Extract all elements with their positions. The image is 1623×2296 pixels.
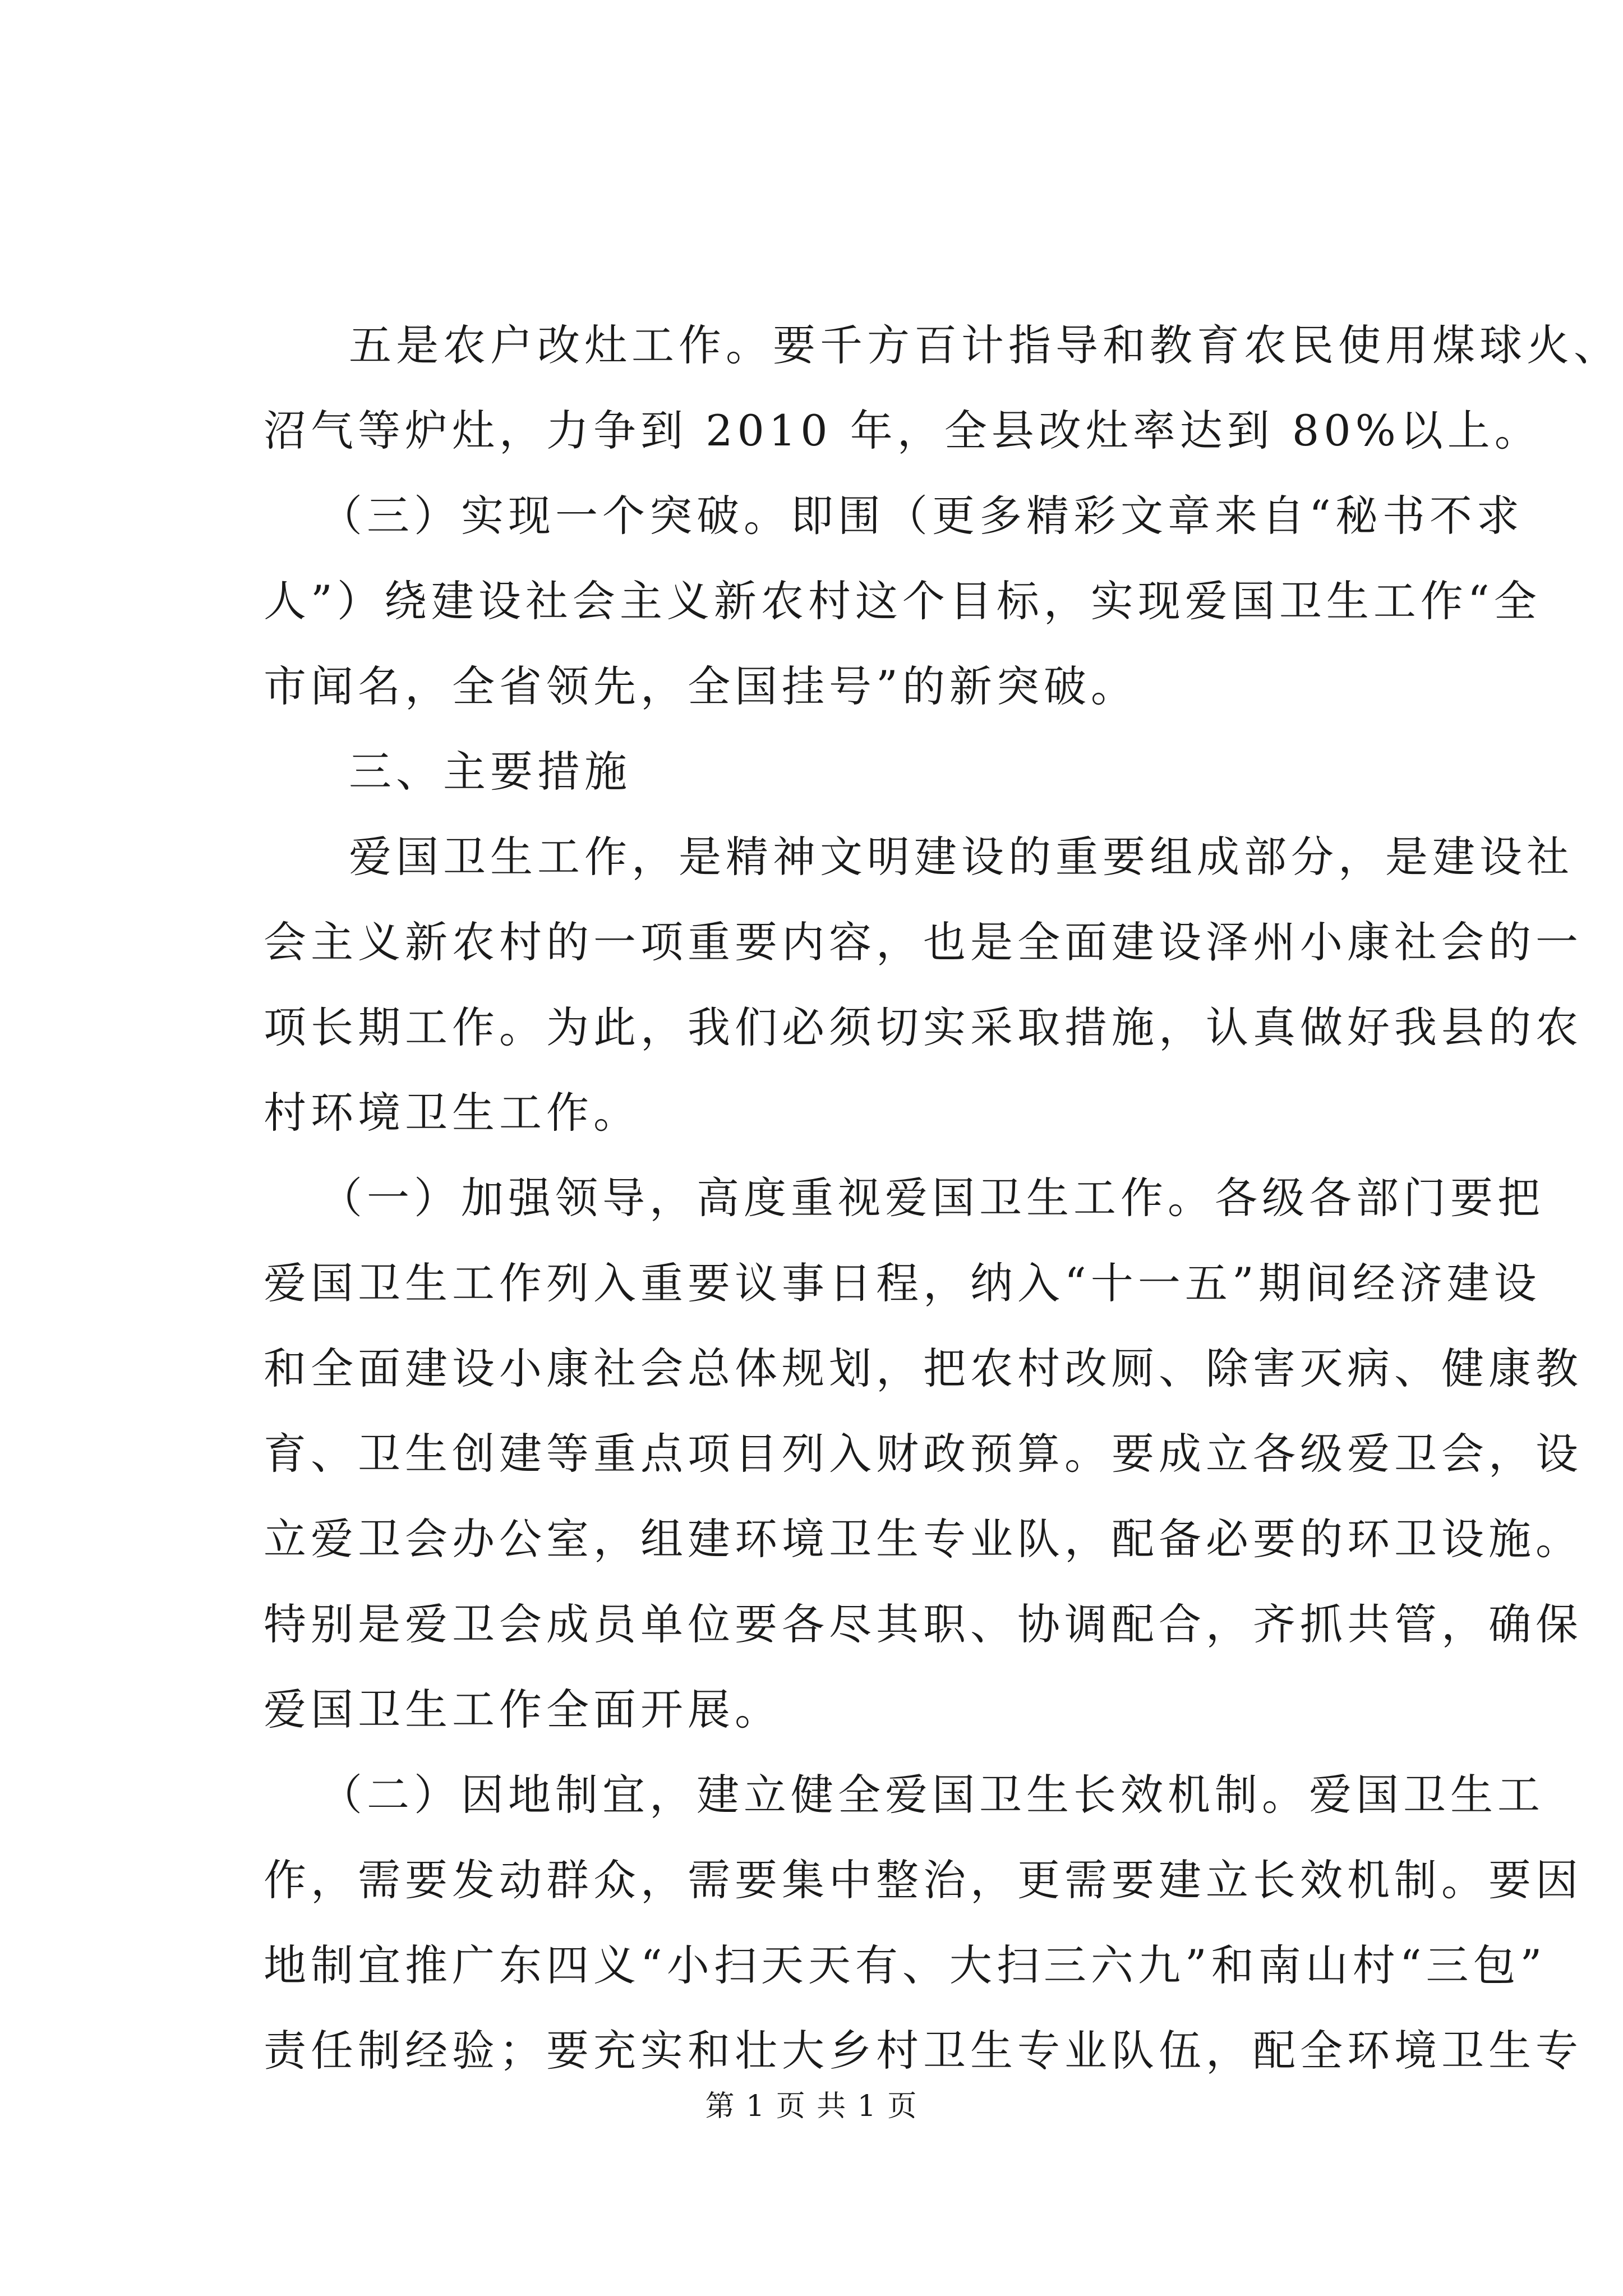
paragraph-line: 市闻名，全省领先，全国挂号”的新突破。	[264, 661, 1138, 711]
paragraph-line: 立爱卫会办公室，组建环境卫生专业队，配备必要的环卫设施。	[264, 1514, 1583, 1564]
paragraph-line: 地制宜推广东四义“小扫天天有、大扫三六九”和南山村“三包”	[264, 1940, 1547, 1990]
paragraph-line: 爱国卫生工作列入重要议事日程，纳入“十一五”期间经济建设	[264, 1258, 1541, 1308]
paragraph-line: （一）加强领导，高度重视爱国卫生工作。各级各部门要把	[320, 1173, 1544, 1223]
paragraph-line: 项长期工作。为此，我们必须切实采取措施，认真做好我县的农	[264, 1002, 1583, 1052]
paragraph-line: 和全面建设小康社会总体规划，把农村改厕、除害灭病、健康教	[264, 1343, 1583, 1393]
paragraph-line: 村环境卫生工作。	[264, 1088, 640, 1138]
section-heading: 三、主要措施	[349, 747, 631, 797]
paragraph-line: （二）因地制宜，建立健全爱国卫生长效机制。爱国卫生工	[320, 1770, 1544, 1820]
paragraph-line: 爱国卫生工作全面开展。	[264, 1685, 782, 1734]
paragraph-line: 爱国卫生工作，是精神文明建设的重要组成部分，是建设社	[349, 832, 1574, 882]
paragraph-line: 作，需要发动群众，需要集中整治，更需要建立长效机制。要因	[264, 1855, 1583, 1905]
paragraph-line: 五是农户改灶工作。要千方百计指导和教育农民使用煤球火、	[349, 320, 1621, 370]
page-number-footer: 第 1 页 共 1 页	[705, 2090, 918, 2123]
paragraph-line: 责任制经验；要充实和壮大乡村卫生专业队伍，配全环境卫生专	[264, 2026, 1583, 2076]
paragraph-line: 会主义新农村的一项重要内容，也是全面建设泽州小康社会的一	[264, 917, 1583, 967]
paragraph-line: 特别是爱卫会成员单位要各尽其职、协调配合，齐抓共管，确保	[264, 1599, 1583, 1649]
paragraph-line: 沼气等炉灶，力争到 2010 年，全县改灶率达到 80%以上。	[264, 406, 1542, 455]
document-body	[264, 303, 1621, 2093]
paragraph-line: （三）实现一个突破。即围（更多精彩文章来自“秘书不求	[320, 491, 1524, 541]
paragraph-line: 人”）绕建设社会主义新农村这个目标，实现爱国卫生工作“全	[264, 576, 1541, 626]
paragraph-line: 育、卫生创建等重点项目列入财政预算。要成立各级爱卫会，设	[264, 1429, 1583, 1479]
